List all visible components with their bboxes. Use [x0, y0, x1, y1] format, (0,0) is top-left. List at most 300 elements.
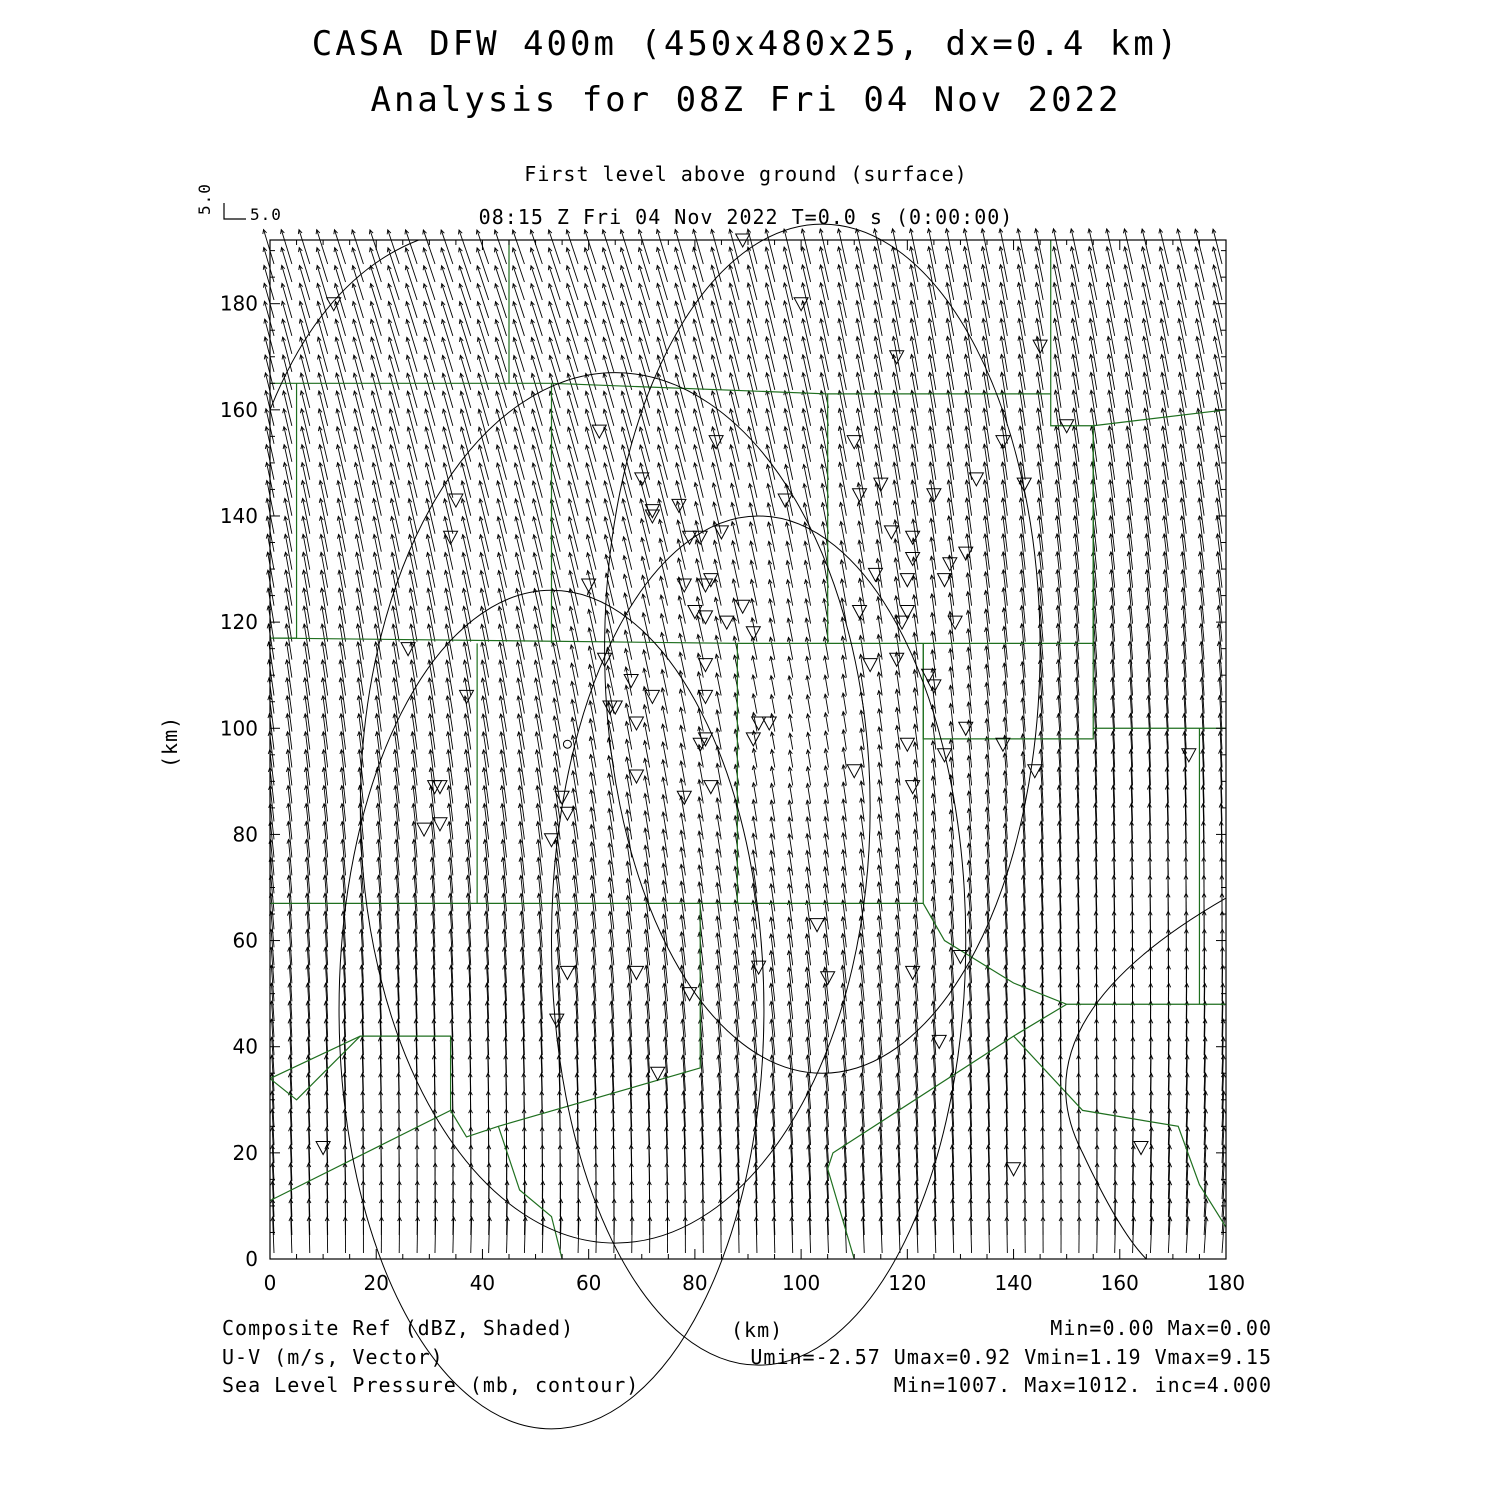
wind-vector [425, 445, 435, 480]
vector-shaft [712, 283, 721, 318]
vector-shaft [731, 483, 739, 515]
vector-shaft [358, 660, 363, 696]
vector-shaft [567, 320, 578, 354]
vector-shaft [621, 284, 632, 318]
vector-shaft [550, 338, 561, 372]
vector-shaft [694, 301, 704, 336]
vector-shaft [391, 463, 399, 498]
wind-vector [693, 373, 703, 408]
wind-vector [567, 391, 578, 426]
vector-shaft [447, 696, 453, 732]
vector-shaft [589, 609, 596, 641]
vector-shaft [712, 409, 721, 444]
vector-shaft [355, 409, 364, 444]
wind-vector [354, 409, 364, 444]
vector-shaft [444, 463, 453, 498]
vector-shaft [287, 732, 291, 768]
vector-shaft [621, 301, 631, 335]
wind-vector [442, 391, 453, 426]
wind-vector [466, 875, 471, 911]
vector-shaft [303, 498, 310, 533]
wind-vector [515, 517, 525, 552]
wind-vector [389, 373, 399, 408]
wind-vector [589, 701, 596, 732]
wind-vector [495, 355, 506, 389]
wind-vector [752, 675, 757, 696]
vector-shaft [659, 499, 668, 534]
vector-shaft [660, 538, 668, 569]
vector-shaft [411, 642, 417, 677]
vector-shaft [357, 552, 364, 587]
wind-vector [734, 1037, 739, 1073]
vector-shaft [586, 445, 596, 480]
vector-shaft [603, 266, 614, 300]
vector-shaft [518, 678, 525, 713]
vector-shaft [591, 754, 596, 785]
wind-vector [573, 929, 578, 965]
vector-shaft [587, 553, 596, 588]
vector-shaft [337, 409, 346, 444]
wind-vector [765, 337, 774, 372]
wind-vector [496, 391, 507, 426]
vector-shaft [622, 427, 632, 462]
wind-vector [423, 230, 435, 264]
vector-shaft [352, 230, 363, 264]
wind-vector [568, 517, 578, 552]
wind-vector [532, 463, 542, 498]
vector-shaft [573, 753, 578, 785]
vector-shaft [412, 678, 418, 714]
vector-shaft [358, 678, 363, 714]
vector-shaft [514, 409, 524, 444]
wind-vector [548, 248, 560, 282]
vector-shaft [301, 391, 310, 426]
vector-shaft [460, 355, 470, 389]
wind-vector [479, 499, 489, 534]
wind-vector [659, 557, 667, 587]
vector-shaft [537, 750, 543, 786]
wind-vector [566, 266, 578, 300]
vector-shaft [513, 230, 525, 264]
vector-shaft [621, 230, 632, 264]
wind-vector [621, 337, 632, 372]
vector-shaft [516, 517, 525, 552]
wind-vector [623, 537, 632, 570]
vector-shaft [767, 391, 775, 426]
wind-vector [749, 522, 757, 552]
vector-shaft [480, 499, 489, 534]
vector-shaft [588, 571, 596, 606]
vector-shaft [299, 265, 309, 299]
wind-vector [585, 427, 596, 462]
wind-vector [677, 558, 685, 588]
vector-shaft [713, 463, 722, 498]
vector-shaft [323, 696, 328, 732]
wind-vector [442, 355, 453, 390]
vector-shaft [412, 714, 417, 750]
wind-vector [405, 248, 417, 282]
vector-shaft [500, 642, 507, 677]
vector-shaft [319, 391, 328, 426]
vector-shaft [372, 391, 381, 426]
wind-vector [622, 499, 632, 534]
vector-shaft [517, 606, 525, 641]
vector-shaft [572, 681, 578, 713]
vector-shaft [750, 484, 757, 516]
wind-vector [765, 229, 775, 264]
wind-vector [621, 319, 632, 353]
vector-shaft [712, 265, 721, 300]
vector-shaft [549, 284, 560, 318]
vector-shaft [586, 409, 596, 444]
vector-shaft [323, 714, 328, 750]
vector-shaft [428, 588, 435, 623]
vector-shaft [604, 427, 614, 462]
vector-shaft [589, 646, 596, 677]
wind-vector [461, 499, 470, 534]
vector-shaft [675, 283, 685, 318]
vector-shaft [496, 391, 506, 426]
wind-vector [264, 319, 274, 354]
wind-vector [595, 1217, 599, 1253]
wind-vector [602, 266, 613, 300]
vector-shaft [445, 552, 453, 587]
vector-shaft [353, 319, 363, 354]
wind-vector [607, 666, 614, 696]
wind-vector [353, 337, 364, 372]
vector-shaft [695, 483, 703, 516]
vector-shaft [287, 642, 292, 678]
vector-shaft [712, 301, 721, 336]
wind-vector [770, 732, 774, 749]
wind-vector [479, 463, 489, 498]
vector-shaft [501, 750, 506, 786]
vector-shaft [464, 606, 471, 641]
wind-vector [566, 248, 578, 282]
vector-shaft [354, 391, 363, 426]
vector-shaft [338, 516, 345, 551]
vector-shaft [658, 373, 668, 408]
vector-shaft [495, 266, 506, 300]
vector-shaft [609, 756, 614, 786]
vector-shaft [657, 247, 667, 281]
wind-vector [441, 284, 453, 318]
wind-vector [461, 481, 471, 516]
wind-vector [387, 230, 399, 264]
vector-shaft [660, 557, 667, 587]
wind-vector [318, 391, 328, 426]
vector-shaft [287, 660, 292, 696]
vector-shaft [676, 301, 686, 336]
wind-vector [514, 391, 525, 426]
vector-shaft [425, 337, 435, 371]
vector-shaft [478, 373, 488, 408]
vector-shaft [354, 355, 364, 390]
wind-vector [566, 284, 578, 318]
vector-shaft [731, 427, 740, 462]
vector-shaft [605, 481, 614, 516]
wind-vector [551, 553, 560, 588]
vector-shaft [427, 535, 435, 570]
vector-shaft [448, 714, 453, 750]
wind-vector [389, 355, 400, 390]
wind-vector [729, 283, 739, 318]
vector-shaft [569, 499, 578, 534]
vector-shaft [519, 786, 524, 822]
wind-vector [711, 283, 721, 318]
vector-shaft [372, 373, 381, 408]
wind-vector [676, 501, 685, 534]
vector-shaft [645, 845, 649, 875]
vector-shaft [569, 463, 578, 498]
vector-shaft [533, 445, 543, 480]
vector-shaft [622, 391, 632, 426]
wind-vector [602, 230, 614, 264]
wind-vector [694, 483, 703, 516]
wind-vector [425, 427, 435, 462]
wind-vector [770, 767, 775, 786]
wind-vector [747, 319, 757, 354]
wind-vector [623, 556, 632, 588]
vector-shaft [498, 517, 507, 552]
wind-vector [639, 391, 650, 426]
wind-vector [734, 711, 739, 731]
wind-vector [748, 391, 757, 426]
vector-shaft [340, 606, 346, 641]
vector-shaft [335, 248, 346, 282]
vector-shaft [336, 337, 346, 372]
vector-shaft [750, 503, 757, 534]
vector-shaft [392, 534, 399, 569]
vector-shaft [375, 588, 381, 623]
vector-shaft [748, 301, 757, 336]
vector-shaft [681, 915, 685, 947]
vector-shaft [409, 517, 417, 552]
vector-shaft [607, 611, 614, 642]
vector-shaft [477, 284, 488, 318]
vector-shaft [604, 373, 614, 408]
wind-vector [530, 230, 542, 264]
wind-vector [639, 319, 650, 354]
wind-vector [694, 463, 704, 498]
vector-shaft [567, 266, 578, 300]
vector-shaft [424, 248, 435, 282]
vector-shaft [657, 230, 667, 264]
wind-vector [264, 337, 274, 372]
y-axis-label: (km) [158, 715, 182, 768]
wind-vector [602, 284, 613, 318]
vector-shaft [286, 588, 292, 624]
vector-shaft [483, 732, 488, 768]
vector-shaft [590, 737, 596, 768]
vector-shaft [514, 391, 524, 426]
wind-vector [584, 284, 596, 318]
vector-shaft [389, 319, 399, 353]
vector-shaft [283, 337, 292, 372]
vector-shaft [513, 248, 525, 282]
vector-shaft [481, 553, 489, 588]
vector-shaft [408, 427, 417, 462]
vector-shaft [478, 355, 488, 389]
vector-shaft [534, 553, 542, 588]
wind-vector [477, 248, 489, 282]
wind-vector [513, 302, 525, 336]
vector-shaft [340, 642, 346, 678]
vector-shaft [284, 427, 292, 462]
vector-shaft [339, 552, 346, 587]
wind-vector [639, 301, 650, 336]
vector-shaft [411, 624, 417, 659]
vector-shaft [625, 612, 632, 642]
wind-vector [675, 265, 686, 300]
wind-vector [752, 694, 757, 714]
wind-vector [281, 283, 292, 318]
wind-vector [770, 714, 775, 732]
vector-shaft [766, 337, 774, 372]
wind-vector [770, 695, 775, 714]
vector-shaft [501, 732, 507, 768]
wind-vector [459, 320, 470, 354]
wind-vector [336, 409, 346, 444]
vector-shaft [299, 248, 310, 282]
vector-shaft [302, 463, 310, 498]
wind-vector [712, 463, 722, 498]
wind-vector [335, 337, 345, 372]
vector-shaft [639, 283, 649, 317]
vector-shaft [500, 696, 506, 731]
wind-vector [514, 445, 524, 480]
wind-vector [571, 699, 578, 731]
vector-shaft [427, 517, 435, 552]
vector-shaft [518, 696, 524, 731]
vector-shaft [496, 338, 507, 372]
vector-shaft [533, 463, 542, 498]
vector-shaft [590, 683, 596, 714]
vector-shaft [302, 445, 310, 480]
vector-shaft [532, 373, 542, 407]
vector-shaft [410, 552, 417, 587]
vector-shaft [448, 732, 453, 768]
wind-vector [369, 230, 381, 264]
wind-vector [371, 391, 381, 426]
vector-shaft [283, 355, 292, 390]
vector-shaft [568, 427, 578, 462]
vector-shaft [409, 463, 418, 498]
vector-shaft [497, 427, 507, 462]
vector-shaft [446, 606, 453, 641]
wind-vector [443, 427, 453, 462]
vector-shaft [627, 844, 632, 875]
wind-vector [729, 247, 739, 282]
vector-shaft [695, 502, 703, 534]
vector-shaft [639, 301, 649, 336]
vector-shaft [624, 537, 632, 570]
vector-shaft [569, 535, 578, 570]
wind-vector [711, 229, 721, 264]
wind-vector [512, 266, 524, 300]
wind-vector [729, 301, 739, 336]
vector-shaft [621, 266, 632, 300]
vector-shaft [301, 409, 309, 444]
vector-shaft [389, 337, 399, 372]
vector-shaft [731, 445, 739, 480]
vector-shaft [482, 624, 489, 659]
vector-shaft [406, 230, 418, 264]
wind-vector [766, 409, 775, 444]
subtitle-level: First level above ground (surface) [524, 162, 968, 186]
wind-vector [478, 391, 489, 426]
wind-vector [747, 247, 757, 282]
wind-vector [695, 540, 703, 570]
wind-vector [459, 337, 470, 371]
vector-shaft [609, 843, 614, 875]
vector-shaft [694, 355, 703, 390]
wind-vector [282, 337, 292, 372]
vector-shaft [303, 534, 310, 569]
wind-vector [586, 463, 596, 498]
vector-shaft [299, 230, 310, 264]
wind-vector [425, 463, 435, 498]
vector-shaft [461, 409, 471, 444]
wind-vector [711, 319, 721, 354]
wind-vector [663, 1001, 668, 1037]
vector-shaft [534, 571, 542, 606]
vector-shaft [513, 284, 524, 318]
vector-shaft [534, 589, 542, 624]
vector-shaft [429, 624, 435, 659]
wind-vector [318, 409, 327, 444]
wind-vector [567, 337, 578, 371]
vector-shaft [622, 373, 632, 408]
vector-shaft [659, 520, 667, 552]
wind-vector [281, 230, 292, 264]
wind-vector [711, 373, 721, 408]
vector-shaft [282, 319, 291, 354]
wind-vector [460, 355, 471, 389]
wind-vector [406, 337, 417, 372]
wind-vector [532, 409, 543, 444]
vector-shaft [676, 337, 686, 372]
wind-vector [495, 284, 507, 318]
vector-shaft [480, 535, 488, 570]
vector-shaft [356, 499, 364, 534]
wind-vector [569, 606, 578, 641]
wind-vector [495, 338, 506, 372]
wind-vector [713, 502, 722, 534]
vector-shaft [567, 284, 578, 318]
wind-vector [461, 463, 471, 498]
wind-vector [390, 445, 400, 480]
wind-vector [424, 302, 435, 336]
vector-shaft [282, 283, 292, 318]
vector-shaft [353, 284, 364, 318]
wind-vector [316, 248, 327, 282]
vector-shaft [496, 373, 506, 407]
vector-shaft [717, 933, 721, 965]
vector-shaft [516, 553, 524, 588]
vector-shaft [322, 660, 327, 696]
wind-vector [317, 337, 327, 372]
vector-shaft [305, 714, 310, 750]
vector-shaft [591, 790, 596, 822]
vector-shaft [336, 355, 345, 390]
wind-vector [788, 676, 793, 696]
vector-shaft [627, 879, 631, 912]
vector-shaft [712, 319, 721, 354]
vector-shaft [567, 230, 578, 264]
wind-vector [298, 230, 309, 264]
vector-shaft [604, 445, 614, 480]
